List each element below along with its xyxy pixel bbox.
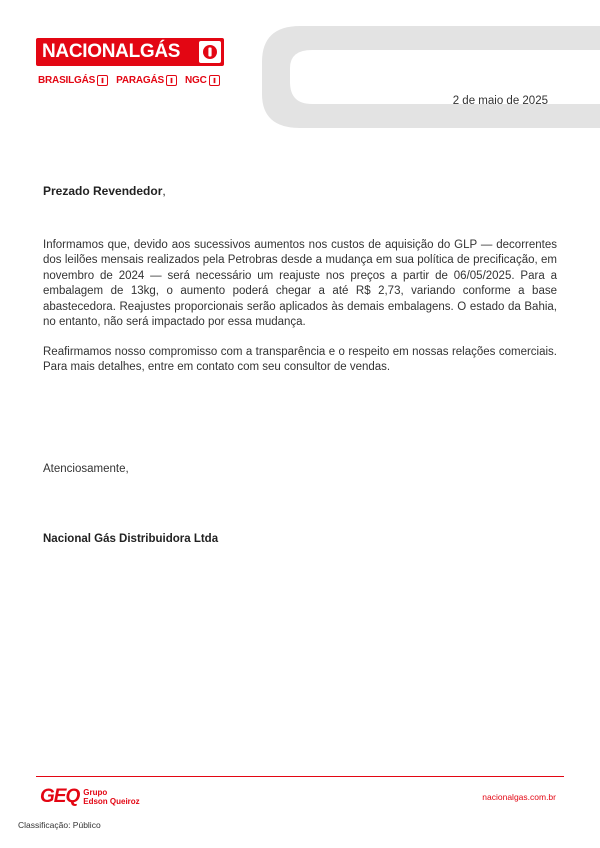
brand-brasilgas — [38, 75, 108, 86]
nacional-gas-logo — [36, 38, 224, 66]
group-logo — [40, 786, 140, 808]
greeting — [43, 184, 166, 198]
flame-icon — [97, 75, 108, 86]
brand-list — [38, 75, 220, 86]
group-mark: GEQ — [40, 786, 80, 807]
body-paragraph-1: Informamos que, devido aos sucessivos aumentos nos custos de aquisição do GLP — decorrentes dos leilões mensais realizados pela Petrobras desde a mudança em sua política de precificação, em novembro de 2024 — será necessário um reajuste nos preços a partir de 06/05/2025. Para a embalagem de 13kg, o aumento poderá chegar a até R$ 2,73, variando conforme a base abastecedora. Reajustes proporcionais serão aplicados às demais embalagens. O estado da Bahia, no entanto, não será impactado por essa mudança. — [43, 239, 557, 329]
group-line-2: Edson Queiroz — [83, 797, 140, 806]
logo-text: NACIONALGÁS — [42, 41, 181, 62]
letter-date: 2 de maio de 2025 — [452, 95, 548, 107]
signer: Nacional Gás Distribuidora Ltda — [43, 533, 219, 545]
flame-icon — [199, 41, 221, 63]
flame-icon — [209, 75, 220, 86]
brand-label: PARAGÁS — [116, 75, 164, 86]
group-line-1: Grupo — [83, 788, 108, 797]
brand-paragas — [116, 75, 177, 86]
closing: Atenciosamente, — [43, 463, 129, 475]
brand-ngc — [185, 75, 220, 86]
group-name — [83, 788, 139, 806]
flame-icon — [166, 75, 177, 86]
header-decoration — [0, 0, 600, 140]
brand-label: NGC — [184, 75, 207, 86]
greeting-name: Prezado Revendedor — [43, 184, 163, 198]
brand-label: BRASILGÁS — [38, 75, 96, 86]
greeting-punctuation: , — [162, 184, 166, 198]
classification-label: Classificação: Público — [18, 820, 101, 830]
website-link[interactable]: nacionalgas.com.br — [482, 792, 556, 802]
footer-divider — [36, 776, 564, 777]
body-paragraph-2: Reafirmamos nosso compromisso com a transparência e o respeito em nossas relações comerciais. Para mais detalhes, entre em contato com seu consultor de vendas. — [43, 346, 557, 374]
